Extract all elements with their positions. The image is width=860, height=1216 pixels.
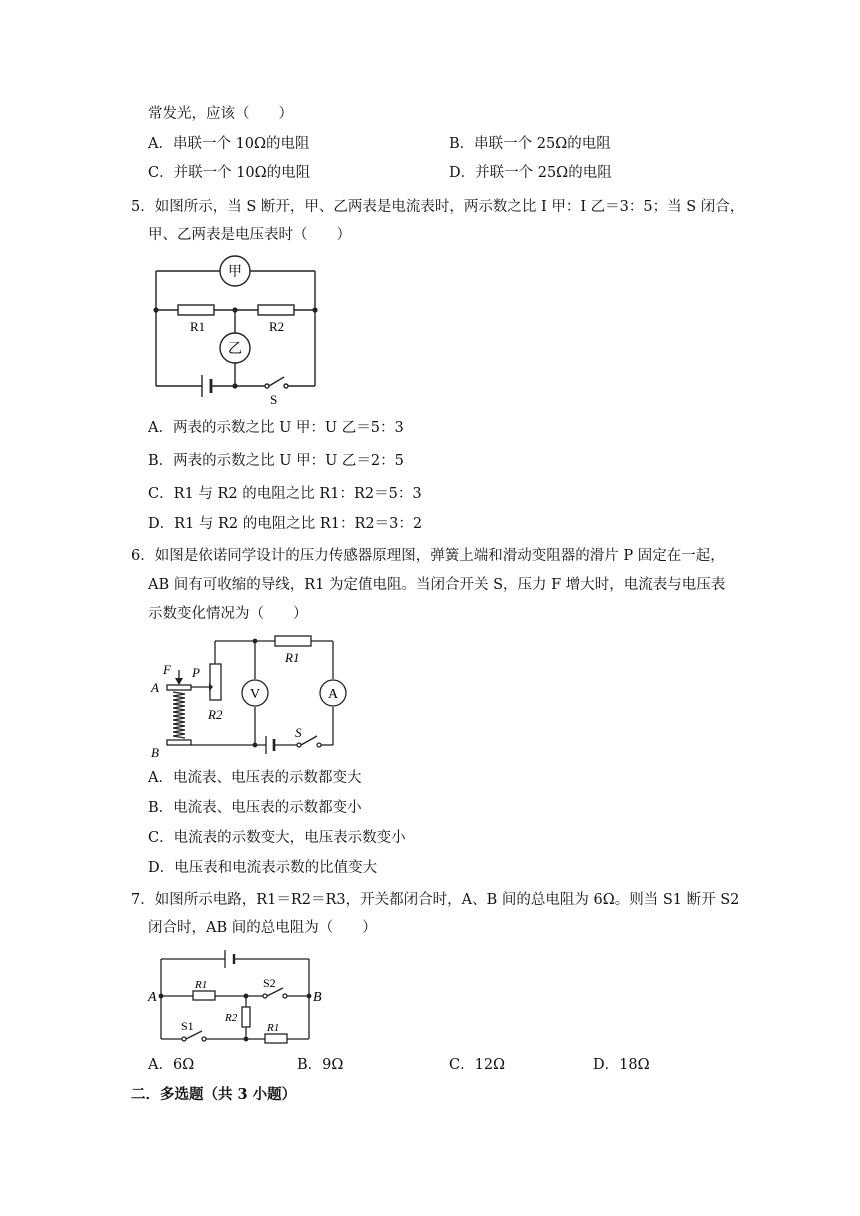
q4-line: 常发光，应该（ ）: [148, 106, 293, 122]
q5-circuit-figure: [145, 255, 330, 407]
r1-bottom-label: R1: [267, 1022, 280, 1034]
q5-option-c: C．R1 与 R2 的电阻之比 R1：R2＝5：3: [148, 486, 422, 502]
r2-label: R2: [208, 707, 223, 722]
section-heading-multiple-choice: 二．多选题（共 3 小题）: [131, 1086, 297, 1103]
slider-p-label: P: [192, 665, 200, 680]
q5-option-b: B．两表的示数之比 U 甲：U 乙＝2：5: [148, 453, 404, 469]
q4-option-c: C．并联一个 10Ω的电阻: [148, 165, 311, 181]
q6-stem-line1: 6．如图是依诺同学设计的压力传感器原理图，弹簧上端和滑动变阻器的滑片 P 固定在一起，: [131, 548, 725, 564]
q7-circuit-figure: [145, 945, 340, 1045]
meter-jia-label: 甲: [228, 265, 242, 280]
meter-yi-label: 乙: [228, 342, 242, 357]
q7-stem-line2: 闭合时，AB 间的总电阻为（ ）: [148, 920, 377, 936]
q5-option-d: D．R1 与 R2 的电阻之比 R1：R2＝3：2: [148, 516, 423, 532]
q5-option-a: A．两表的示数之比 U 甲：U 乙＝5：3: [148, 420, 404, 436]
q6-option-b: B．电流表、电压表的示数都变小: [148, 800, 362, 816]
point-b-label: B: [151, 745, 159, 760]
switch-label: S: [295, 725, 302, 740]
r1-label: R1: [190, 319, 206, 334]
q4-option-b: B．串联一个 25Ω的电阻: [449, 136, 611, 152]
q7-option-d: D．18Ω: [593, 1057, 650, 1073]
q6-option-d: D．电压表和电流表示数的比值变大: [148, 860, 378, 876]
q4-option-a: A．串联一个 10Ω的电阻: [148, 136, 310, 152]
r1-top-label: R1: [195, 979, 208, 991]
q6-stem-line3: 示数变化情况为（ ）: [148, 606, 308, 622]
q7-stem-line1: 7．如图所示电路，R1＝R2＝R3，开关都闭合时，A、B 间的总电阻为 6Ω。则当 S1 断开 S2: [131, 892, 740, 908]
point-a-label: A: [151, 680, 159, 695]
r2-label: R2: [269, 319, 285, 334]
switch-label: S: [270, 392, 278, 407]
q5-stem-line2: 甲、乙两表是电压表时（ ）: [148, 227, 351, 243]
switch-s1-label: S1: [181, 1019, 194, 1033]
q6-pressure-sensor-figure: [145, 630, 360, 762]
ammeter-label: A: [327, 687, 339, 702]
switch-s2-label: S2: [263, 976, 276, 990]
voltmeter-label: V: [249, 687, 261, 702]
q6-option-c: C．电流表的示数变大，电压表示数变小: [148, 830, 406, 846]
q7-option-b: B．9Ω: [297, 1057, 344, 1073]
q7-option-a: A．6Ω: [148, 1057, 195, 1073]
point-a-label: A: [148, 990, 157, 1005]
r2-label: R2: [225, 1012, 238, 1024]
q6-option-a: A．电流表、电压表的示数都变大: [148, 770, 362, 786]
q6-stem-line2: AB 间有可收缩的导线，R1 为定值电阻。当闭合开关 S，压力 F 增大时，电流表与电压表: [148, 577, 726, 593]
point-b-label: B: [313, 990, 322, 1005]
r1-label: R1: [285, 650, 300, 665]
q5-stem-line1: 5．如图所示，当 S 断开，甲、乙两表是电流表时，两示数之比 I 甲：I 乙＝3：5；当 S 闭合，: [131, 199, 745, 215]
q7-option-c: C．12Ω: [449, 1057, 506, 1073]
force-label: F: [163, 662, 171, 677]
q4-option-d: D．并联一个 25Ω的电阻: [449, 165, 612, 181]
